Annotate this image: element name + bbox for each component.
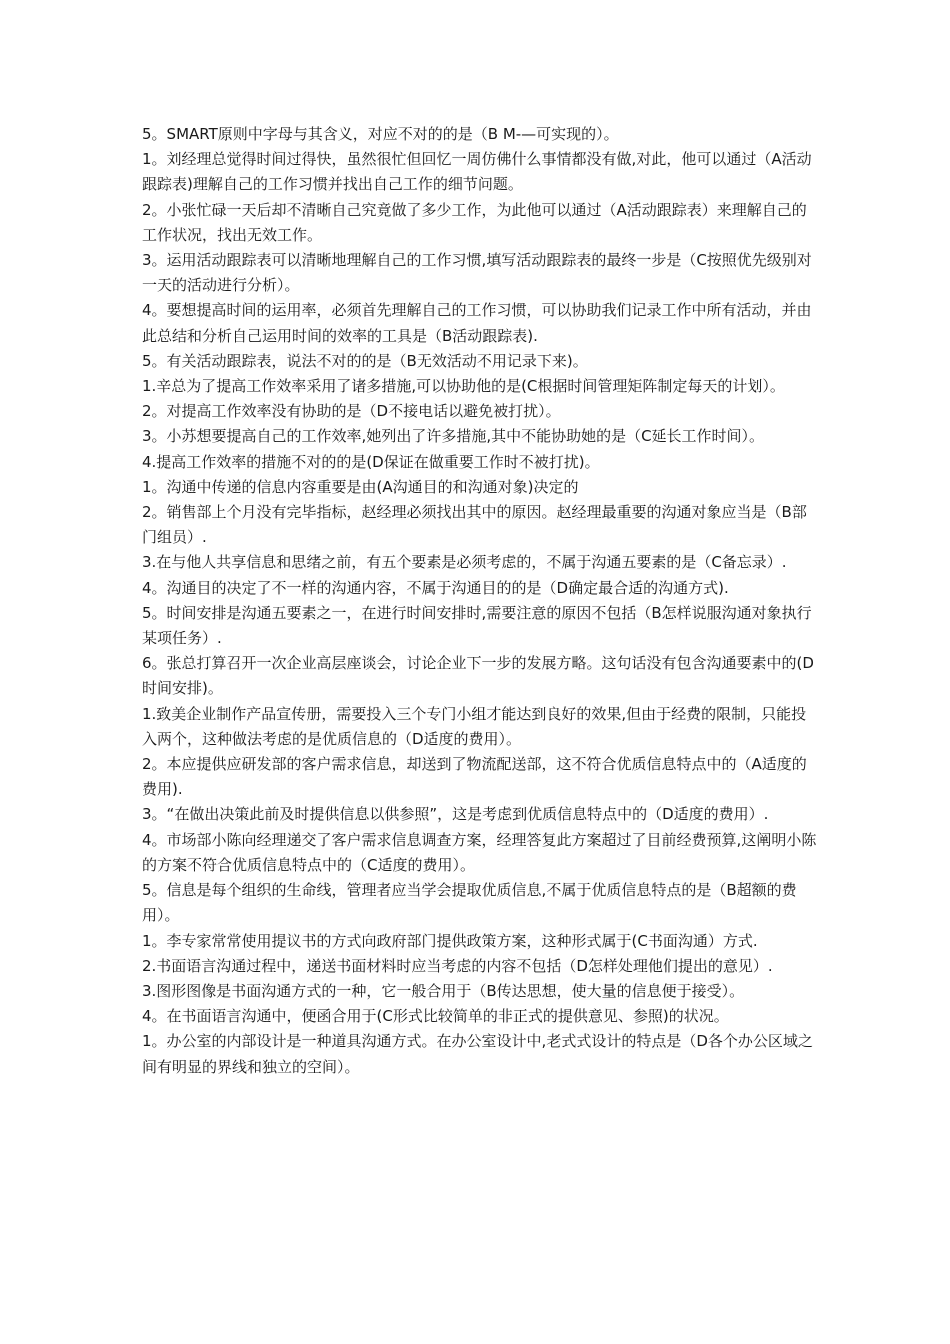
paragraph: 2。本应提供应研发部的客户需求信息，却送到了物流配送部，这不符合优质信息特点中的（A适度的费用).: [142, 755, 807, 799]
paragraph: 4。沟通目的决定了不一样的沟通内容，不属于沟通目的的是（D确定最合适的沟通方式).: [142, 578, 729, 597]
paragraph: 1.辛总为了提高工作效率采用了诸多措施,可以协助他的是(C根据时间管理矩阵制定每天的计划）。: [142, 377, 785, 396]
paragraph: 3。“在做出决策此前及时提供信息以供参照”，这是考虑到优质信息特点中的（D适度的费用）.: [142, 805, 769, 824]
paragraph: 3。小苏想要提高自己的工作效率,她列出了许多措施,其中不能协助她的是（C延长工作时间）。: [142, 427, 765, 446]
paragraph: 1。刘经理总觉得时间过得快，虽然很忙但回忆一周仿佛什么事情都没有做,对此，他可以通过（A活动跟踪表)理解自己的工作习惯并找出自己工作的细节问题。: [142, 150, 812, 194]
paragraph: 3。运用活动跟踪表可以清晰地理解自己的工作习惯,填写活动跟踪表的最终一步是（C按照优先级别对一天的活动进行分析）。: [142, 251, 812, 295]
paragraph: 5。时间安排是沟通五要素之一，在进行时间安排时,需要注意的原因不包括（B怎样说服沟通对象执行某项任务）.: [142, 603, 812, 648]
paragraph: 3.图形图像是书面沟通方式的一种，它一般合用于（B传达思想，使大量的信息便于接受）。: [142, 981, 745, 1000]
paragraph: 4。市场部小陈向经理递交了客户需求信息调查方案，经理答复此方案超过了目前经费预算,这阐明小陈的方案不符合优质信息特点中的（C适度的费用）。: [142, 830, 817, 874]
document-body: [142, 122, 817, 1080]
paragraph: 4。在书面语言沟通中，便函合用于(C形式比较简单的非正式的提供意见、参照)的状况。: [142, 1007, 729, 1026]
paragraph: 1。李专家常常使用提议书的方式向政府部门提供政策方案，这种形式属于(C书面沟通）方式.: [142, 931, 758, 950]
paragraph: 2。小张忙碌一天后却不清晰自己究竟做了多少工作，为此他可以通过（A活动跟踪表）来理解自己的工作状况，找出无效工作。: [142, 200, 807, 244]
paragraph: 3.在与他人共享信息和思绪之前，有五个要素是必须考虑的，不属于沟通五要素的是（C备忘录）.: [142, 553, 787, 572]
paragraph: 6。张总打算召开一次企业高层座谈会，讨论企业下一步的发展方略。这句话没有包含沟通要素中的(D时间安排)。: [142, 654, 814, 698]
paragraph: 5。SMART原则中字母与其含义，对应不对的的是（B M-—可实现的）。: [142, 125, 619, 143]
paragraph: 5。有关活动跟踪表，说法不对的的是（B无效活动不用记录下来)。: [142, 351, 588, 370]
paragraph: 2。销售部上个月没有完毕指标，赵经理必须找出其中的原因。赵经理最重要的沟通对象应当是（B部门组员）.: [142, 503, 807, 547]
paragraph: 2。对提高工作效率没有协助的是（D不接电话以避免被打扰）。: [142, 402, 561, 421]
paragraph: 4。要想提高时间的运用率，必须首先理解自己的工作习惯，可以协助我们记录工作中所有活动，并由此总结和分析自己运用时间的效率的工具是（B活动跟踪表).: [142, 301, 812, 345]
paragraph: 5。信息是每个组织的生命线，管理者应当学会提取优质信息,不属于优质信息特点的是（B超额的费用）。: [142, 881, 797, 925]
paragraph: 4.提高工作效率的措施不对的的是(D保证在做重要工作时不被打扰)。: [142, 452, 600, 471]
paragraph: 1。办公室的内部设计是一种道具沟通方式。在办公室设计中,老式式设计的特点是（D各个办公区域之间有明显的界线和独立的空间）。: [142, 1032, 813, 1076]
paragraph: 2.书面语言沟通过程中，递送书面材料时应当考虑的内容不包括（D怎样处理他们提出的意见）.: [142, 956, 773, 975]
paragraph: 1。沟通中传递的信息内容重要是由(A沟通目的和沟通对象)决定的: [142, 477, 579, 496]
paragraph: 1.致美企业制作产品宣传册，需要投入三个专门小组才能达到良好的效果,但由于经费的限制，只能投入两个，这种做法考虑的是优质信息的（D适度的费用）。: [142, 704, 807, 748]
